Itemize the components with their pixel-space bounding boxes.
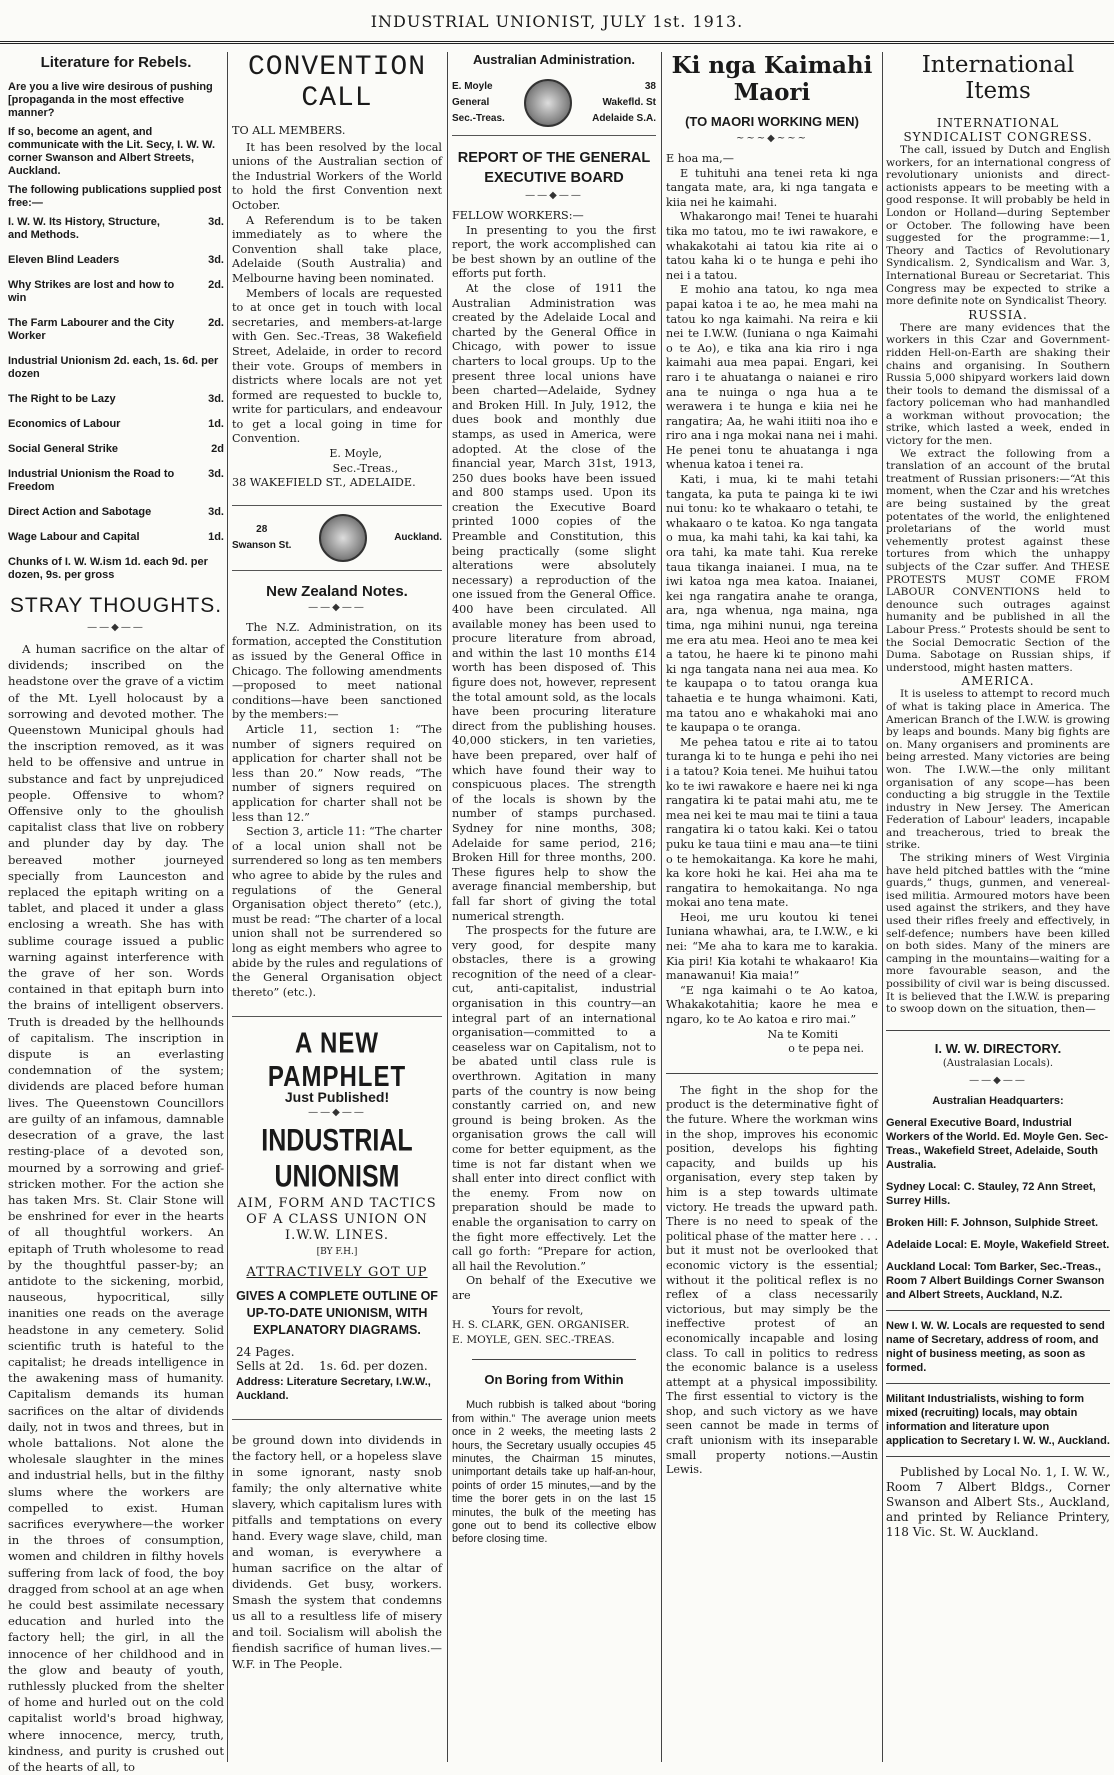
item-title: The Farm Labourer and the City Worker — [8, 317, 175, 342]
column-rule — [447, 52, 448, 1762]
divider — [886, 1030, 1110, 1031]
divider-ornament: ——◆—— — [87, 622, 145, 633]
divider — [666, 1073, 878, 1074]
item-price: 3d. — [208, 254, 224, 266]
item-price: 3d. — [208, 506, 224, 518]
australian-admin-address — [452, 79, 656, 136]
russia-para-2: We extract the following from a translation of an account of the brutal treatment of Russian prisoners:—“At this moment, when the Czar and his wretches are being sustained by the great potentates of the world, the enlightened proletarians of the world must vehemently protest against these tortures from which the unhappy subjects of the Czar suffer. And THESE PROTESTS MUST COME FROM LABOUR CONVENTIONS held to denounce such outrages against humanity and be published in all the Labour Press.” Protests should be sent to the Social Democratic Section of the Duma. Sabotage on Russian ships, if understood, might hasten matters. — [886, 447, 1110, 674]
masthead-title: INDUSTRIAL UNIONIST, JULY 1st. 1913. — [370, 12, 744, 31]
column-3 — [452, 52, 656, 1764]
divider — [886, 1383, 1110, 1384]
america-heading: AMERICA. — [961, 674, 1035, 689]
pamphlet-line-1: A NEW PAMPHLET — [267, 1027, 407, 1094]
international-title: International Items — [921, 52, 1075, 104]
column-2 — [232, 52, 442, 1764]
published-by: Published by Local No. 1, I. W. W., Room 7 Albert Bldgs., Corner Swanson and Albert Sts., Auckland, and printed by Reliance Printery, 118 Vic. St. W. Auckland. — [886, 1464, 1110, 1539]
convention-sig-name: E. Moyle, — [329, 447, 382, 461]
item-price: 1d. — [208, 531, 224, 543]
australian-admin-title: Australian Administration. — [472, 52, 636, 67]
boring-title: On Boring from Within — [484, 1372, 624, 1388]
item-title: Economics of Labour — [8, 418, 121, 430]
russia-para-1: There are many evidences that the workers in this Czar and Government-ridden Hell-on-Earth are shaking their chains and organising. In Southern Russia 5,000 shipyard workers laid down their tools to demand the dismissal of a factory policeman who had manhandled a workman without provocation; the strike, which lasted a week, ended in victory for the men. — [886, 321, 1110, 448]
divider-ornament: ——◆—— — [525, 190, 583, 201]
maori-subtitle: (TO MAORI WORKING MEN) — [685, 114, 859, 129]
divider — [886, 1310, 1110, 1311]
divider-ornament: ~~~◆~~~ — [736, 133, 808, 144]
list-item — [8, 393, 224, 406]
pamphlet-title: INDUSTRIAL UNIONISM — [261, 1123, 413, 1195]
item-price: 2d. — [208, 279, 224, 291]
literature-title: Literature for Rebels. — [40, 54, 192, 71]
item-price: 2d. — [208, 317, 224, 329]
directory-list — [886, 1094, 1110, 1457]
maori-para-2: Whakarongo mai! Tenei te huarahi tika mo tatou, mo te iwi rawakore, e whakakotahi ai tatou kia rite ai o tatou kaha ki o te hunga e pehi iho nei i a tatou. — [666, 210, 878, 282]
australian-admin-right — [592, 79, 656, 127]
directory-entry: Auckland Local: Tom Barker, Sec.-Treas., Room 7 Albert Buildings Corner Swanson and Albert Streets, Auckland, N.Z. — [886, 1260, 1105, 1301]
list-item — [8, 216, 224, 242]
directory-hq-heading: Australian Headquarters: — [932, 1094, 1064, 1107]
literature-intro-2: If so, become an agent, and communicate with the Lit. Secy, I. W. W. corner Swanson and Albert Streets, Auckland. — [8, 126, 215, 177]
literature-intro-1: Are you a live wire desirous of pushing [propaganda in the most effective manner? — [8, 81, 213, 119]
maori-para-4: Kati, i mua, ki te mahi tetahi tangata, ka puta te painga ki te iwi nui tonu: ko te whakaaro o tetahi, te whakaaro o te katoa. Ko nga tangata o mua, ka mahi tahi, ka kai tahi, ka ora tahi, ka mate tahi. Kua rereke taua tikanga inaianei. I mua, na te iwi katoa nga mea katoa. Inaianei, kei nga rangatira anahe te oranga, ara, nga whenua, nga maina, nga tima, nga mihini nunui, nga tereina me era atu mea. Heoi ano te mea kei a tatou, he haere ki te pinono mahi ki nga tangata nana nei aua mea. Ko te kaupapa o to tatou oranga kua tahaetia e te hunga whaimoni. Kati, ma tatou ano e whakahoki mai ano te kaupapa o te oranga. — [666, 473, 878, 735]
directory-entry: Broken Hill: F. Johnson, Sulphide Street. — [886, 1216, 1099, 1229]
maori-para-7: “E nga kaimahi o te Ao katoa, Whakakotahitia; kaore he mea e ngaro, ko te Ao katoa e riro mai.” — [666, 983, 878, 1027]
item-title: Direct Action and Sabotage — [8, 506, 152, 518]
nz-address-street: Swanson St. — [232, 539, 292, 551]
iww-seal-icon — [524, 79, 572, 127]
report-title: REPORT OF THE GENERAL EXECUTIVE BOARD — [457, 150, 651, 186]
pamphlet-pages: 24 Pages. — [236, 1345, 295, 1360]
literature-intro — [8, 81, 224, 210]
list-item — [8, 254, 224, 267]
item-title: Social General Strike — [8, 443, 119, 455]
column-rule — [227, 52, 228, 1762]
report-sig-1: H. S. CLARK, GEN. ORGANISER. — [452, 1319, 630, 1332]
maori-para-1: E tuhituhi ana tenei reta ki nga tangata mate, ara, ki nga tangata e kiia nei he kaimahi. — [666, 166, 878, 209]
nz-para-3: Section 3, article 11: “The charter of a local union shall not be surrendered so long as ten members who agree to abide by the rules and regulations of the General Organisation object thereto” (etc.), must be read: “The charter of a local union shall not be surrendered so long as eight members who agree to abide by the rules and regulations of the General Organisation object thereto” (etc.). — [232, 825, 442, 999]
convention-para-1: It has been resolved by the local unions of the Australian section of the Industrial Workers of the World to hold the first Convention next October. — [232, 140, 442, 212]
stray-thoughts-body: A human sacrifice on the altar of dividends; inscribed on the headstone over the grave of a victim of the Mt. Lyell holocaust by a sorrowing and devoted mother. The Queenstown Municipal ghouls had the inscription removed, as it was held to be offensive and untrue in substance and fact by unprejudiced people. Offensive to whom? Offensive only to the ghoulish capitalist class that live on robbery and plunder day by day. The bereaved mother journeyed specially from Launceston and replaced the epitaph writing on a tablet, and placed it under a glass enclosing a wreath. She has with sublime courage issued a public warning against interference with the grave of her son. Words contained in that epitaph burn into the brains of intelligent observers. Truth is dreaded by the hellhounds of capitalism. The inscription in dispute is an everlasting condemnation of the system; dividends are placed before human lives. The Queenstown Councillors are guilty of an infamous, damnable desecration of a grave, the last resting-place of a devoted son, mourned by a sorrowing and grief-stricken mother. For the action she has taken Mrs. St. Clair Stone will be enshrined for ever in the hearts of all thoughtful workers. An epitaph of Truth wholesome to read by the thoughtful passer-by; an antidote to the sickening, morbid, nauseous, hypocritical, silly inanities one reads on the average headstone in any cemetery. Solid scientific truth is hateful to the capitalist; he dreads intelligence in the awakening mass of humanity. Capitalism demands its human sacrifices on the altar of dividends daily, not in twos and threes, but in whole battalions. Not alone the wholesale slaughter in the mines and industrial hells, but in the filthy slums where the workers are compelled to exist. Human sacrifices everywhere—the worker in the throes of consumption, women and children in filthy hovels suffering from lack of food, the boy dragged from school at an age when he could best assimilate necessary education and hurled into the factory hell; the girl, in all the innocence of her childhood and in the glow and beauty of youth, ruthlessly plucked from the shelter of home and hurled out on the cold capitalist world's broad highway, where innocence, mercy, truth, kindness, and purity is crushed out of the hearts of all, to — [8, 642, 224, 1775]
report-salute: FELLOW WORKERS:— — [452, 209, 584, 222]
pamphlet-line-2: Just Published! — [284, 1089, 390, 1106]
list-item — [8, 317, 224, 343]
divider-ornament: ——◆—— — [969, 1074, 1027, 1086]
iww-seal-icon — [319, 514, 367, 562]
australian-admin-left — [452, 79, 505, 127]
maori-title: Ki nga Kaimahi Maori — [671, 52, 873, 106]
item-title: Eleven Blind Leaders — [8, 254, 120, 266]
directory-notice-2: Militant Industrialists, wishing to form mixed (recruiting) locals, may obtain information and literature upon application to Secretary I. W. W., Auckland. — [886, 1392, 1110, 1447]
item-price: 2d — [211, 443, 224, 455]
item-price: 3d. — [208, 468, 224, 480]
nz-address-city: Auckland. — [394, 531, 442, 543]
item-title: Why Strikes are lost and how to win — [8, 279, 175, 304]
column-4 — [666, 52, 878, 1764]
pamphlet-subtitle: AIM, FORM AND TACTICS OF A CLASS UNION ON I.W.W. LINES. — [237, 1196, 437, 1244]
item-title: Industrial Unionism 2d. each, 1s. 6d. per dozen — [8, 355, 219, 380]
report-para-2: At the close of 1911 the Australian Administration was created by the Adelaide Local and charted by the General Office in Chicago, with power to issue charters to local groups. Up to the present three local unions have been charted—Adelaide, Sydney and Broken Hill. In July, 1912, the dues book and monthly due stamps, as used in America, were adopted. At the close of the financial year, March 31st, 1913, 250 dues books have been issued and 800 stamps used. Upon its creation the Executive Board printed 1000 copies of the Preamble and Constitution, this being practically (some slight alterations were absolutely necessary) a reproduction of the one issued from the General Office. 400 have been circulated. All available money has been used to procure literature from abroad, and within the last 10 months £14 worth has been disposed of. This figure does not, however, represent the total amount sold, as the locals have been procuring literature direct from the publishing houses. 40,000 stickers, in ten varieties, have been prepared, over half of which have found their way to conspicuous places. The strength of the locals is shown by the number of stamps purchased. Sydney for nine months, 308; Adelaide for same period, 216; Broken Hill for three months, 200. These figures help to show the average financial membership, but fall far short of giving the total numerical strength. — [452, 281, 656, 923]
nz-address-left — [232, 522, 291, 554]
list-item — [8, 355, 224, 381]
item-price: 3d. — [208, 216, 224, 228]
column-5 — [886, 52, 1110, 1764]
stray-thoughts-continued: be ground down into dividends in the factory hell, or a hopeless slave in some ignorant, nasty snob family; the only alternative white slavery, which capitalism lures with pitfalls and temptations on every hand. Every wage slave, child, man and woman, is everywhere a human sacrifice on the altar of dividends. Get busy, workers. Smash the system that condemns us all to a resultless life of misery and toil. Socialism will abolish the fiendish sacrifice of human lives.—W.F. in The People. — [232, 1433, 442, 1672]
masthead — [0, 0, 1114, 44]
admin-role-2: Sec.-Treas. — [452, 113, 505, 124]
list-item — [8, 443, 224, 456]
column-rule — [882, 52, 883, 1762]
list-item — [8, 556, 224, 582]
syndicalist-body: The call, issued by Dutch and English workers, for an international congress of revolutionary unionists and direct-actionists appears to be meeting with a good response. It will probably be held in London or Holland—during September or October. The following have been suggested for the programme:—1, Theory and Tactics of Revolutionary Syndicalism. 2, Syndicalism and War. 3, International Bureau or Secretariat. This Congress may be expected to strike a more definite note on Syndicalist Theory. — [886, 144, 1110, 308]
directory-entry: General Executive Board, Industrial Workers of the World. Ed. Moyle Gen. Sec-Treas., Wakefield Street, Adelaide, South Australia. — [886, 1116, 1109, 1171]
list-item — [8, 418, 224, 431]
boring-body: Much rubbish is talked about “boring from within.” The average union meets once in 2 weeks, the meeting lasts 2 hours, the Secretary usually occupies 45 minutes, the Chairman 15 minutes, unimportant details take up half-an-hour, points of order 15 minutes,—and by the time the borer gets in on the last 15 minutes, the bulk of the meeting has gone out to bend its collective elbow before closing time. — [452, 1399, 656, 1546]
report-para-3: The prospects for the future are very good, for despite many obstacles, there is a growing recognition of the need of a clear-cut, anti-capitalist, industrial organisation in this country—an integral part of an international organisation—committed to a ceaseless war on Capitalism, not to be abated until class rule is overthrown. Agitation in many parts of the country is now being constantly carried on, and new ground is being broken. As the organisation grows the call will come for better equipment, as the time is not far distant when we shall enter into direct conflict with the enemy. From now on preparation should be made to enable the organisation to carry on the fight more effectively. Let the call go forth: “Prepare for action, all hail the Revolution.” — [452, 924, 656, 1273]
column-1 — [8, 52, 224, 1775]
nz-address-row — [232, 514, 442, 562]
convention-to: TO ALL MEMBERS. — [232, 124, 346, 137]
pamphlet-author: [BY F.H.] — [316, 1247, 358, 1258]
pamphlet-ad — [232, 1016, 442, 1420]
nz-address-box — [232, 505, 442, 571]
convention-title: CONVENTION CALL — [247, 52, 427, 114]
convention-sig-title: Sec.-Treas., — [332, 461, 398, 475]
report-para-4: On behalf of the Executive we are — [452, 1274, 656, 1302]
pamphlet-attractive: ATTRACTIVELY GOT UP — [246, 1265, 428, 1281]
admin-name: E. Moyle — [452, 81, 493, 92]
admin-number: 38 — [644, 81, 656, 92]
item-title: I. W. W. Its History, Structure, and Methods. — [8, 216, 160, 241]
item-price: 1d. — [208, 418, 224, 430]
convention-para-2: A Referendum is to be taken immediately as to where the Convention shall take place, Adelaide (South Australia) and Melbourne having been nominated. — [232, 213, 442, 285]
column-rule — [661, 52, 662, 1762]
divider-ornament: ——◆—— — [308, 601, 366, 613]
stray-thoughts-title: STRAY THOUGHTS. — [9, 594, 223, 617]
syndicalist-heading: INTERNATIONAL SYNDICALIST CONGRESS. — [903, 116, 1093, 144]
list-item — [8, 531, 224, 544]
admin-role-1: General — [452, 97, 490, 108]
divider — [472, 1359, 636, 1360]
nz-notes-title: New Zealand Notes. — [266, 582, 408, 600]
report-sig-2: E. MOYLE, GEN. SEC.-TREAS. — [452, 1333, 615, 1346]
divider-ornament: ——◆—— — [308, 1107, 366, 1119]
literature-intro-3: The following publications supplied post free:— — [8, 184, 222, 209]
nz-para-2: Article 11, section 1: “The number of signers required on application for charter shall not be less than 20.” Now reads, “The number of signers required on application for charter shall not be less than 12.” — [232, 723, 442, 824]
pamphlet-price: Sells at 2d. 1s. 6d. per dozen. — [236, 1359, 428, 1374]
item-title: Chunks of I. W. W.ism 1d. each 9d. per dozen, 9s. per gross — [8, 556, 208, 581]
pamphlet-gives: GIVES A COMPLETE OUTLINE OF UP-TO-DATE UNIONISM, WITH EXPLANATORY DIAGRAMS. — [236, 1289, 438, 1338]
directory-subtitle: (Australasian Locals). — [942, 1057, 1054, 1069]
admin-city: Adelaide S.A. — [592, 113, 656, 124]
russia-heading: RUSSIA. — [968, 307, 1028, 322]
maori-sig-1: Na te Komiti — [767, 1027, 838, 1041]
literature-list — [8, 216, 224, 582]
maori-para-5: Me pehea tatou e rite ai to tatou turanga ki to te hunga e pehi iho nei i a tatou? Koia tenei. Me huihui tatou ko te iwi rawakore e haere nei ki nga rangatira ki te patai mahi atu, me te mea nei kei te mau mai te tiini a taua rangatira ki o tatou kaki. Kei o tatou puku ke taua tiini e mau ana—te tiini o te hemokaitanga. Ka kore he mahi, ka kore hoki he kai. Hei aha ma te rangatira to hemokaitanga. No nga mokai ano tena mate. — [666, 735, 879, 910]
directory-title: I. W. W. DIRECTORY. — [934, 1040, 1062, 1056]
admin-street: Wakefld. St — [602, 97, 656, 108]
convention-para-3: Members of locals are requested to at once get in touch with local secretaries, and members-at-large with Gen. Sec.-Treas, 38 Wakefield Street, Adelaide, in order to record their vote. Groups of members in districts where locals are not yet formed are requested to buckle to, write for particulars, and endeavour to get a local going in time for Convention. — [232, 286, 442, 446]
maori-greeting: E hoa ma,— — [666, 152, 734, 165]
divider — [886, 1456, 1110, 1457]
maori-para-6: Heoi, me uru koutou ki tenei Iuniana whawhai, ara, te I.W.W., e ki nei: “Me aha to kara me to karakia. Kia piri! Kia kotahi te whakaaro! Kia manawanui! Kia maia!” — [666, 910, 878, 983]
maori-para-3: E mohio ana tatou, ko nga mea papai katoa i te ao, he mea mahi na tatou ko nga kaimahi. Na reira e kii nei te I.W.W. (Iuniana o nga Kaimahi o te Ao), e tika ana kia riro i nga kaimahi aua mea papai. Engari, kei raro i te ahuatanga o naianei e riro ana te nuinga o nga hua a te werawera i te hunga e kiia nei he rangatira; Aa, he wahi itiiti noa iho e riro ana i nga mokai nana nei i mahi. He penei tonu te ahuatanga i nga whenua katoa i tenei ra. — [666, 283, 878, 472]
list-item — [8, 506, 224, 519]
fight-body: The fight in the shop for the product is the determinative fight of the future. Where the workman wins in the shop, improves his economic position, develops his fighting capacity, and builds up his organisation, every step taken by him is a step towards ultimate victory. He treads the upward path. There is no need to speak of the political phase of the matter here . . . but it must not be overlooked that economic victory is the essential; without it the political reflex is no reflex of a class necessarily victorious, but may simply be the ineffective protest of an economically incapable and losing class. To call in politics to redress the economic balance is a useless attempt at a physical impossibility. The first essential to victory is the shop, and such victory as we have seen cannot be made in terms of craft unionism with its inseparable small property notions.—Austin Lewis. — [666, 1083, 878, 1477]
list-item — [8, 468, 224, 494]
maori-sig-2: o te pepa nei. — [788, 1042, 864, 1056]
america-para-2: The striking miners of West Virginia have held pitched battles with the “mine guards,” thugs, gunmen, and venereal-ised militia. Armoured motors have been used against the strikers, and they have used their rifles freely and effectively, in self-defence; numbers have been killed on both sides. Many of the miners are camping in the mountains—waiting for a more favourable season, and the possibility of civil war is being discussed. It is believed that the I.W.W. is preparing to swoop down on the situation, then— — [886, 852, 1110, 1016]
directory-entry: Sydney Local: C. Stauley, 72 Ann Street, Surrey Hills. — [886, 1180, 1096, 1207]
directory-entry: Adelaide Local: E. Moyle, Wakefield Street. — [886, 1238, 1110, 1251]
report-para-1: In presenting to you the first report, the work accomplished can be best shown by an outline of the efforts put forth. — [452, 223, 656, 281]
nz-para-1: The N.Z. Administration, on its formation, accepted the Constitution as issued by the General Office in Chicago. The following amendments—proposed to meet national conditions—have been sanctioned by the members:— — [232, 620, 442, 722]
item-price: 3d. — [208, 393, 224, 405]
america-para-1: It is useless to attempt to record much of what is taking place in America. The American Branch of the I.W.W. is growing by leaps and bounds. Many big fights are on. Many organisers and prominents are being arrested. Many victories are being won. The I.W.W.—the only militant organisation of any scope—has been conducting a big struggle in the Textile industry in New Jersey. The American Federation of Labour' leaders, incapable and treacherous, tried to break the strike. — [886, 688, 1110, 852]
item-title: Industrial Unionism the Road to Freedom — [8, 468, 175, 493]
pamphlet-address: Address: Literature Secretary, I.W.W., Auckland. — [236, 1376, 431, 1403]
convention-sig-address: 38 WAKEFIELD ST., ADELAIDE. — [232, 476, 416, 490]
list-item — [8, 279, 224, 305]
item-title: The Right to be Lazy — [8, 393, 116, 405]
report-yours: Yours for revolt, — [492, 1303, 584, 1317]
nz-address-number: 28 — [256, 523, 268, 535]
item-title: Wage Labour and Capital — [8, 531, 140, 543]
directory-notice-1: New I. W. W. Locals are requested to send name of Secretary, address of room, and night of business meeting, as soon as formed. — [886, 1319, 1105, 1374]
